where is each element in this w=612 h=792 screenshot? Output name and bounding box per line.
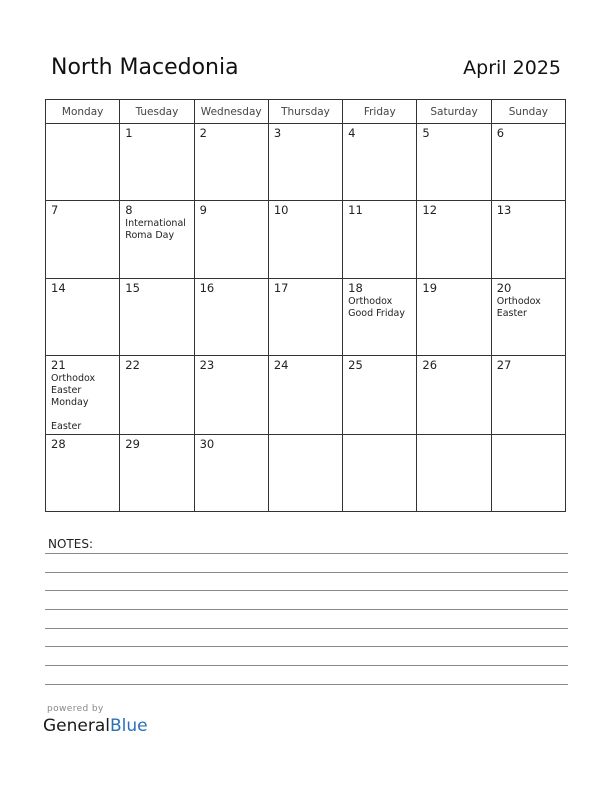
day-cell [268, 278, 342, 355]
day-cell [268, 356, 342, 434]
day-cell [343, 278, 417, 355]
day-cell [194, 434, 268, 511]
day-number: 23 [199, 358, 215, 373]
day-cell [491, 124, 565, 201]
holiday-event: Orthodox Easter Monday [51, 373, 96, 409]
weekday-header: Wednesday [194, 100, 268, 124]
brand-general: General [43, 716, 110, 736]
notes-line [45, 684, 568, 685]
day-cell [491, 356, 565, 434]
day-cell [194, 356, 268, 434]
day-number: 18 [348, 280, 363, 295]
day-number: 20 [496, 280, 512, 295]
day-number: 3 [273, 126, 282, 140]
weekday-header: Thursday [268, 100, 342, 124]
day-cell [343, 356, 417, 434]
weekday-header: Tuesday [120, 100, 194, 124]
day-cell [491, 278, 565, 355]
day-number: 29 [125, 436, 140, 451]
weekday-header: Sunday [491, 100, 565, 124]
day-cell [417, 124, 491, 201]
day-number: 10 [273, 203, 289, 218]
notes-line [45, 628, 568, 629]
day-number: 16 [199, 280, 215, 295]
empty-day-cell [343, 434, 417, 511]
weekday-header: Friday [343, 100, 417, 124]
week-row [46, 434, 566, 511]
empty-day-cell [46, 124, 120, 201]
day-cell [120, 278, 194, 355]
holiday-event: International Roma Day [125, 218, 186, 242]
day-number: 24 [273, 358, 289, 373]
day-number: 5 [422, 126, 430, 140]
notes-line [45, 665, 568, 666]
day-number: 7 [51, 203, 59, 218]
empty-day-cell [268, 434, 342, 511]
day-cell [343, 201, 417, 278]
holiday-event: Orthodox Good Friday [348, 295, 405, 319]
day-number: 22 [125, 358, 140, 373]
weekday-header-row [46, 100, 566, 124]
notes-line [45, 609, 568, 610]
weekday-header: Monday [46, 100, 120, 124]
day-cell [417, 201, 491, 278]
day-cell [120, 356, 194, 434]
day-number: 17 [273, 280, 289, 295]
day-cell [194, 201, 268, 278]
notes-line [45, 590, 568, 591]
day-number: 14 [51, 280, 66, 295]
notes-line [45, 572, 568, 573]
day-number: 13 [496, 203, 512, 218]
notes-line [45, 646, 568, 647]
day-cell [268, 201, 342, 278]
day-number: 12 [422, 203, 438, 218]
holiday-event: Easter [51, 421, 82, 433]
day-number: 11 [348, 203, 363, 218]
day-cell [120, 201, 194, 278]
notes-label: NOTES: [48, 537, 93, 551]
week-row [46, 124, 566, 201]
week-row [46, 201, 566, 278]
day-number: 9 [199, 203, 207, 218]
day-cell [417, 356, 491, 434]
weekday-header: Saturday [417, 100, 491, 124]
brand-blue: Blue [110, 716, 148, 736]
week-row [46, 278, 566, 355]
calendar-month-title: April 2025 [463, 57, 561, 79]
day-number: 4 [348, 126, 356, 140]
day-cell [194, 278, 268, 355]
day-number: 27 [496, 358, 512, 373]
day-cell [120, 124, 194, 201]
brand-logo [43, 716, 148, 736]
day-cell [491, 201, 565, 278]
day-cell [46, 356, 120, 434]
day-cell [343, 124, 417, 201]
day-number: 1 [125, 126, 133, 140]
day-number: 2 [199, 126, 207, 140]
day-cell [417, 278, 491, 355]
day-number: 25 [348, 358, 363, 373]
day-number: 19 [422, 280, 438, 295]
day-number: 6 [496, 126, 505, 140]
day-number: 26 [422, 358, 438, 373]
calendar-grid [45, 99, 566, 512]
day-number: 8 [125, 203, 133, 218]
day-number: 30 [199, 436, 215, 451]
empty-day-cell [491, 434, 565, 511]
day-cell [194, 124, 268, 201]
calendar-country-title: North Macedonia [51, 55, 239, 80]
holiday-event: Orthodox Easter [496, 295, 541, 319]
day-cell [46, 434, 120, 511]
day-number: 28 [51, 436, 66, 451]
week-row [46, 356, 566, 434]
day-cell [46, 278, 120, 355]
powered-by-text: powered by [47, 704, 104, 714]
day-number: 15 [125, 280, 140, 295]
day-cell [120, 434, 194, 511]
day-number: 21 [51, 358, 66, 373]
day-cell [46, 201, 120, 278]
empty-day-cell [417, 434, 491, 511]
day-cell [268, 124, 342, 201]
notes-line [45, 553, 568, 554]
